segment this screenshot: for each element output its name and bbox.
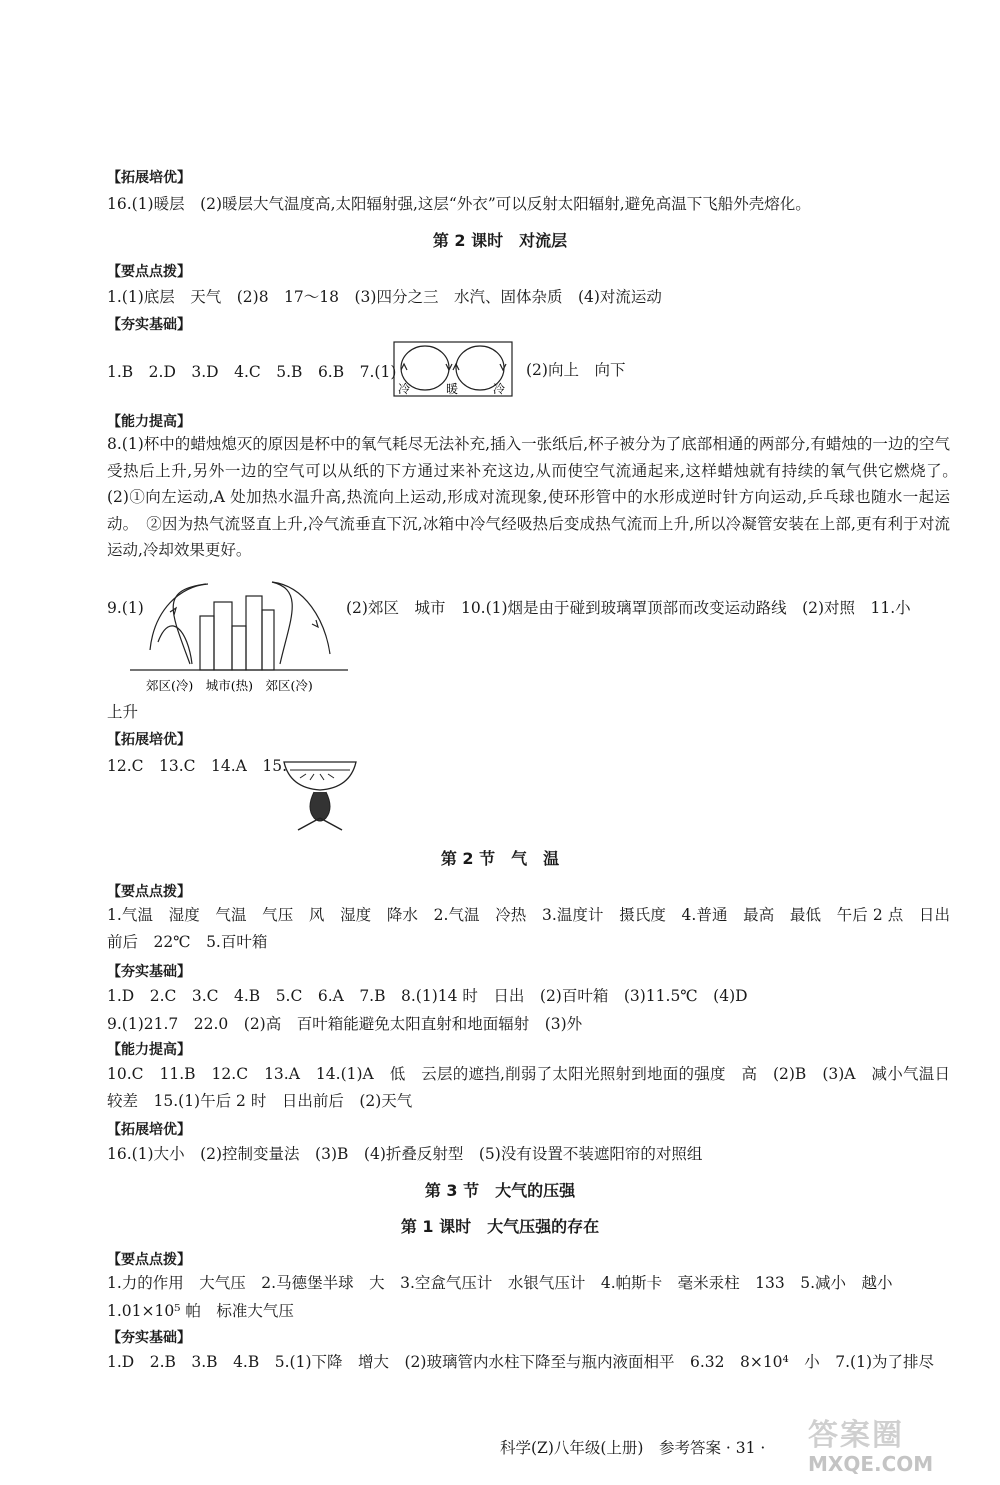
answer-line: 1.D 2.C 3.C 4.B 5.C 6.A 7.B 8.(1)14 时 日出 (2)百叶箱 (3)11.5℃ (4)D	[107, 987, 748, 1005]
lesson-heading: 第 2 课时 对流层	[432, 231, 568, 250]
answer-paragraph: 10.C 11.B 12.C 13.A 14.(1)A 低 云层的遮挡,削弱了太阳光照射到地面的强度 高 (2)B (3)A 减小气温日较差 15.(1)午后 2 时 日出前后 (2)天气	[107, 1065, 950, 1110]
answer-line: 1.力的作用 大气压 2.马德堡半球 大 3.空盒气压计 水银气压计 4.帕斯卡 毫米汞柱 133 5.减小 越小	[107, 1274, 893, 1292]
section-tag: 【能力提高】	[107, 1042, 191, 1058]
answer-line: 16.(1)大小 (2)控制变量法 (3)B (4)折叠反射型 (5)没有设置不装遮阳帘的对照组	[107, 1145, 703, 1163]
answer-line: 上升	[107, 703, 139, 721]
section-tag: 【拓展培优】	[107, 1122, 191, 1138]
figure-caption: 郊区(冷) 城市(热) 郊区(冷)	[146, 678, 313, 693]
section-heading: 第 3 节 大气的压强	[424, 1181, 576, 1200]
answer-line: 9.(1)21.7 22.0 (2)高 百叶箱能避免太阳直射和地面辐射 (3)外	[107, 1015, 583, 1033]
section-tag: 【要点点拨】	[107, 884, 191, 900]
section-tag: 【能力提高】	[107, 414, 191, 430]
section-tag: 【夯实基础】	[107, 317, 191, 333]
answer-line: 1.01×10⁵ 帕 标准大气压	[107, 1302, 294, 1320]
section-tag: 【要点点拨】	[107, 264, 191, 280]
section-tag: 【夯实基础】	[107, 964, 191, 980]
section-tag: 【夯实基础】	[107, 1330, 191, 1346]
convection-diagram	[392, 340, 516, 400]
answer-line: 9.(1)	[107, 599, 144, 617]
cold-label: 冷	[493, 382, 506, 396]
answer-line: 1.(1)底层 天气 (2)8 17～18 (3)四分之三 水汽、固体杂质 (4)对流运动	[107, 288, 662, 306]
section-tag: 【拓展培优】	[107, 732, 191, 748]
answer-line: 1.D 2.B 3.B 4.B 5.(1)下降 增大 (2)玻璃管内水柱下降至与瓶内液面相平 6.32 8×10⁴ 小 7.(1)为了排尽	[107, 1353, 934, 1371]
lesson-heading: 第 1 课时 大气压强的存在	[400, 1217, 600, 1236]
answer-line: 1.B 2.D 3.D 4.C 5.B 6.B 7.(1)	[107, 363, 397, 381]
page-footer: 科学(Z)八年级(上册) 参考答案 · 31 ·	[500, 1439, 766, 1457]
watermark-url: MXQE.COM	[808, 1452, 934, 1476]
section-heading: 第 2 节 气 温	[440, 849, 560, 868]
answer-line: 12.C 13.C 14.A 15.	[107, 757, 288, 775]
answer-paragraph: 8.(1)杯中的蜡烛熄灭的原因是杯中的氧气耗尽无法补充,插入一张纸后,杯子被分为了底部相通的两部分,有蜡烛的一边的空气受热后上升,另外一边的空气可以从纸的下方通过来补充这边,从而使空气流通起来,这样蜡烛就有持续的氧气供它燃烧了。 (2)①向左运动,A 处加热水温升高,热流向上运动,形成对流现象,使环形管中的水形成逆时针方向运动,乒乓球也随水一起运动。 ②因为热气流竖直上升,冷气流垂直下沉,冰箱中冷气经吸热后变成热气流而上升,所以冷凝管安装在上部,更有利于对流运动,冷却效果更好。	[107, 435, 966, 559]
warm-label: 暖	[446, 382, 459, 396]
heating-experiment-diagram	[280, 748, 360, 834]
answer-line: (2)郊区 城市 10.(1)烟是由于碰到玻璃罩顶部而改变运动路线 (2)对照 11.小	[346, 599, 911, 617]
cold-label: 冷	[398, 382, 411, 396]
section-tag: 【拓展培优】	[107, 170, 191, 186]
watermark-text: 答案圈	[808, 1418, 904, 1453]
answer-line: 16.(1)暖层 (2)暖层大气温度高,太阳辐射强,这层“外衣”可以反射太阳辐射,避免高温下飞船外壳熔化。	[107, 195, 811, 213]
heat-island-diagram	[130, 580, 350, 700]
answer-paragraph: 1.气温 湿度 气温 气压 风 湿度 降水 2.气温 冷热 3.温度计 摄氏度 4.普通 最高 最低 午后 2 点 日出前后 22℃ 5.百叶箱	[107, 906, 950, 951]
watermark-logo	[808, 1410, 968, 1480]
answer-line: (2)向上 向下	[526, 361, 626, 379]
section-tag: 【要点点拨】	[107, 1252, 191, 1268]
